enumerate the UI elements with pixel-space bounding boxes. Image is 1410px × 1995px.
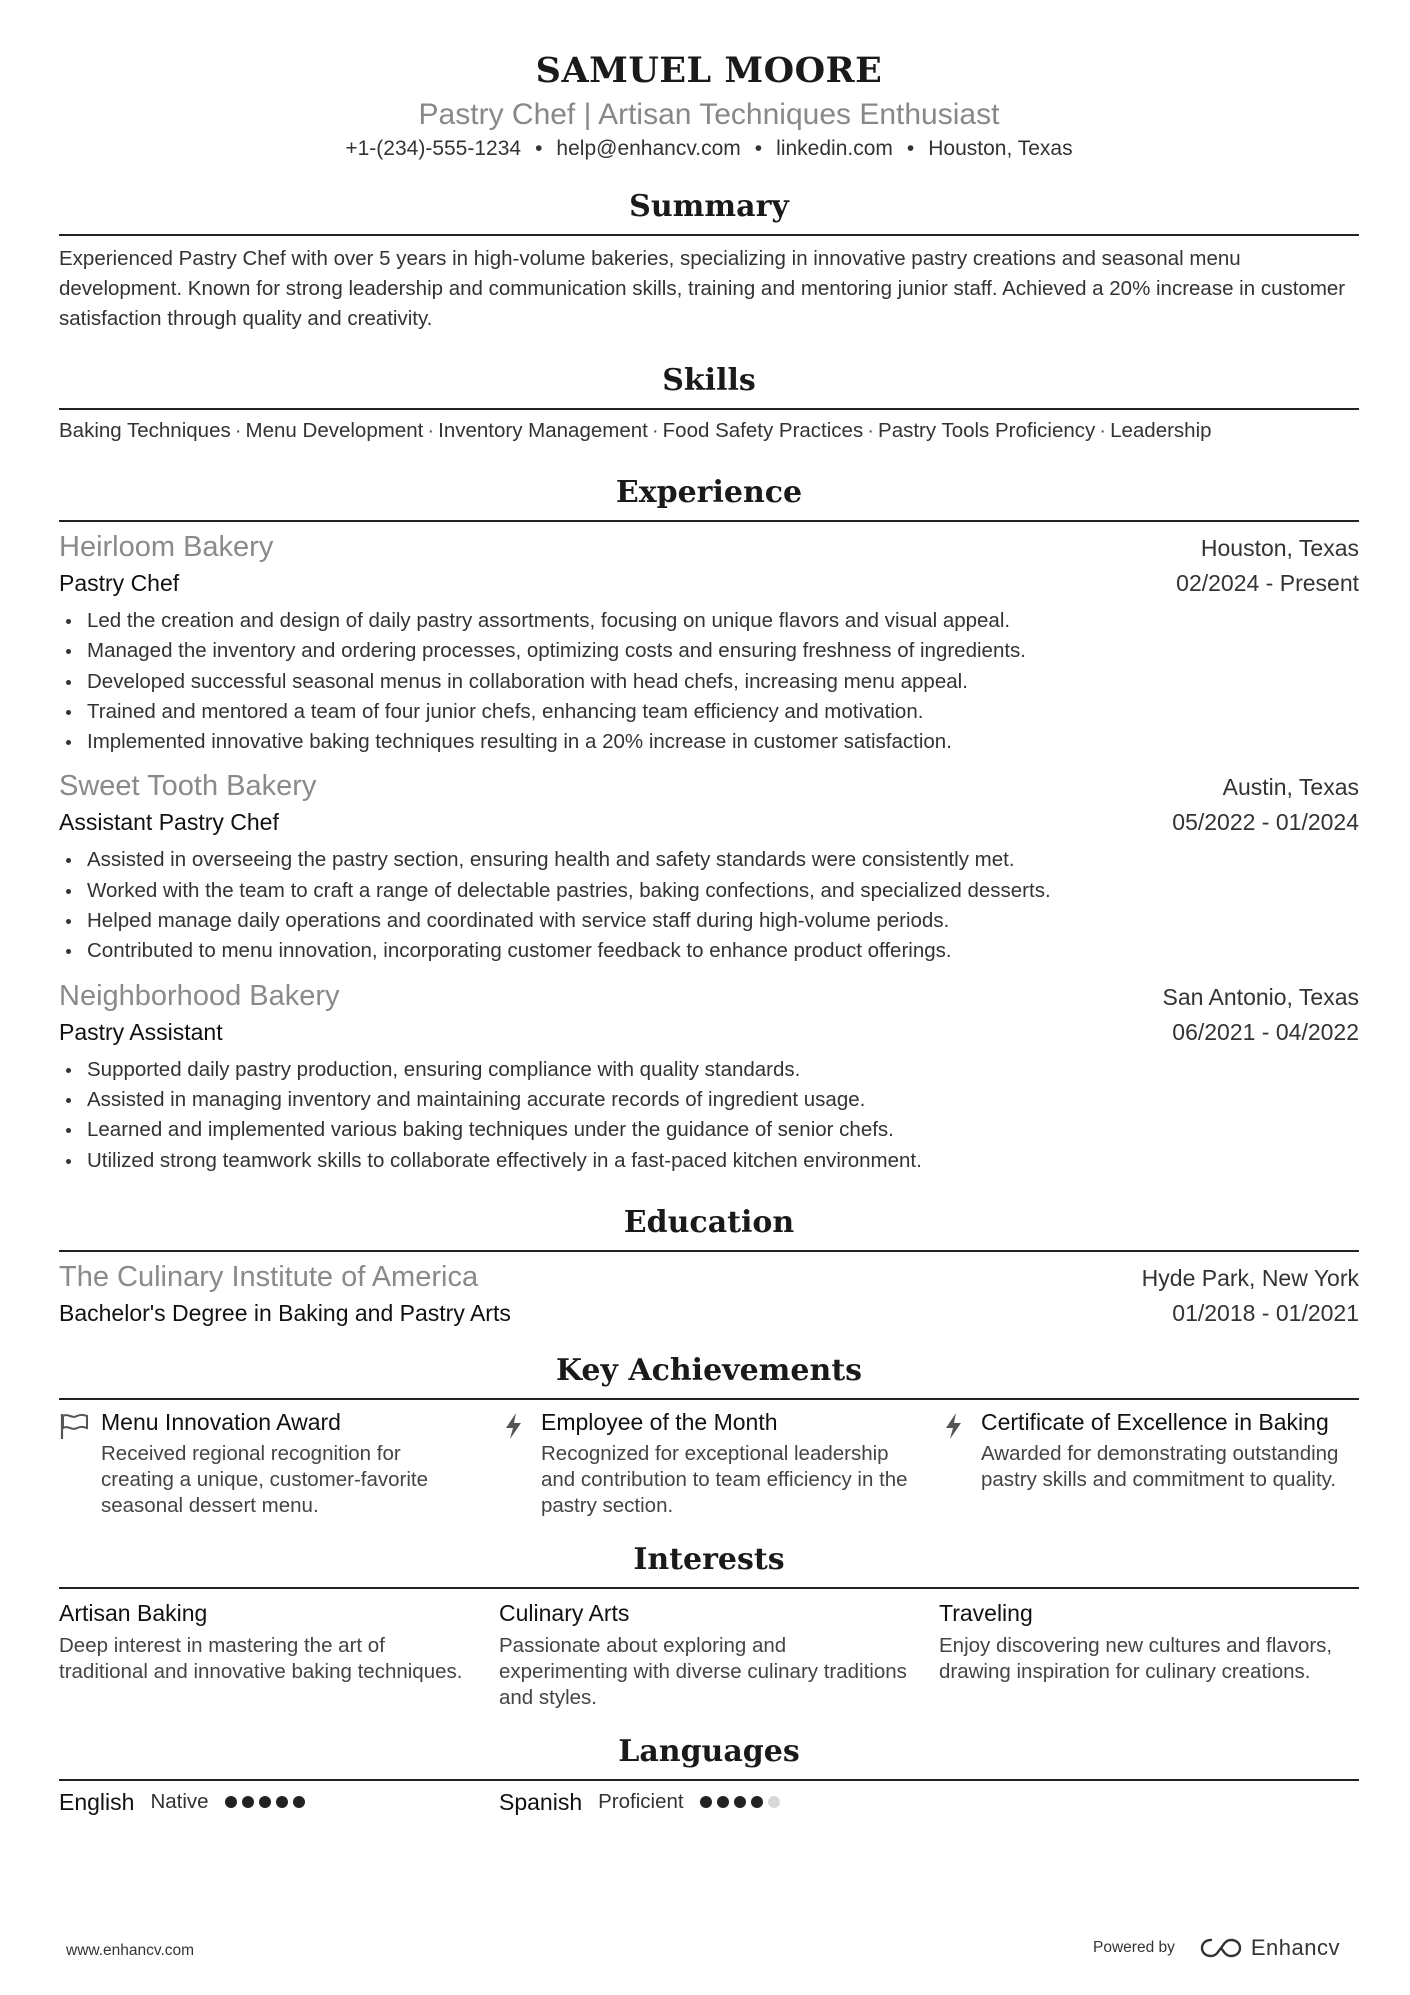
skill-item: Menu Development: [245, 419, 424, 442]
summary-section: [59, 188, 1359, 334]
job-bullet: Utilized strong teamwork skills to collaborate effectively in a fast-paced kitchen environment.: [59, 1146, 1359, 1176]
job-bullet: Learned and implemented various baking techniques under the guidance of senior chefs.: [59, 1115, 1359, 1145]
skill-separator: ·: [867, 419, 875, 442]
rating-dot-filled: [700, 1796, 712, 1808]
rating-dot-filled: [717, 1796, 729, 1808]
job-location: Austin, Texas: [1222, 774, 1359, 801]
section-divider: [59, 1250, 1359, 1252]
company-name: Heirloom Bakery: [59, 531, 274, 563]
skill-item: Food Safety Practices: [662, 419, 864, 442]
languages-heading: Languages: [618, 1733, 800, 1769]
language-level: Proficient: [598, 1790, 684, 1814]
job-location: San Antonio, Texas: [1162, 983, 1359, 1010]
job-bullet: Helped manage daily operations and coordinated with service staff during high-volume periods.: [59, 906, 1359, 936]
language-item: [59, 1789, 479, 1816]
candidate-title: Pastry Chef | Artisan Techniques Enthusiast: [418, 98, 1000, 131]
achievement-desc: Awarded for demonstrating outstanding pastry skills and commitment to quality.: [981, 1441, 1339, 1491]
job-bullet: Supported daily pastry production, ensuring compliance with quality standards.: [59, 1055, 1359, 1085]
job-list: [59, 528, 1359, 1176]
experience-heading: Experience: [615, 475, 803, 510]
header: [59, 48, 1359, 164]
achievement-item: [499, 1408, 919, 1519]
rating-dot-filled: [225, 1796, 237, 1808]
job-bullet: Developed successful seasonal menus in collaboration with head chefs, increasing menu appeal.: [59, 667, 1359, 697]
job-bullet: Assisted in managing inventory and maintaining accurate records of ingredient usage.: [59, 1085, 1359, 1115]
school-location: Hyde Park, New York: [1141, 1264, 1359, 1291]
skill-item: Inventory Management: [438, 419, 648, 442]
achievement-title: Menu Innovation Award: [101, 1408, 341, 1435]
job-bullet: Trained and mentored a team of four junior chefs, enhancing team efficiency and motivation.: [59, 697, 1359, 727]
job-bullet: Assisted in overseeing the pastry section, ensuring health and safety standards were consistently met.: [59, 845, 1359, 875]
school-name: The Culinary Institute of America: [59, 1260, 479, 1293]
interest-desc: Passionate about exploring and experimenting with diverse culinary traditions and styles.: [499, 1633, 907, 1709]
achievement-item: [59, 1408, 479, 1519]
contact-separator: •: [754, 137, 763, 160]
contact-separator: •: [906, 137, 915, 160]
job-role: Assistant Pastry Chef: [59, 809, 279, 836]
job-dates: 05/2022 - 01/2024: [1172, 809, 1359, 836]
interest-title: Culinary Arts: [499, 1599, 630, 1626]
job-role: Pastry Chef: [59, 570, 180, 596]
education-heading: Education: [623, 1204, 795, 1240]
rating-dot-empty: [768, 1796, 780, 1808]
job-bullet: Implemented innovative baking techniques resulting in a 20% increase in customer satisfaction.: [59, 727, 1359, 757]
job-bullet: Managed the inventory and ordering processes, optimizing costs and ensuring freshness of ingredients.: [59, 636, 1359, 666]
job-dates: 06/2021 - 04/2022: [1172, 1018, 1359, 1045]
section-divider: [59, 520, 1359, 522]
contact-line: [59, 134, 1359, 164]
rating-dot-filled: [734, 1796, 746, 1808]
interest-item: [59, 1597, 479, 1711]
interest-title: Traveling: [939, 1599, 1033, 1626]
rating-dot-filled: [242, 1796, 254, 1808]
job-bullet: Contributed to menu innovation, incorporating customer feedback to enhance product offerings.: [59, 936, 1359, 966]
skills-heading: Skills: [662, 363, 756, 398]
company-name: Sweet Tooth Bakery: [59, 770, 317, 803]
section-divider: [59, 1398, 1359, 1400]
language-rating-dots: [225, 1796, 305, 1808]
achievement-item: [939, 1408, 1359, 1519]
job-role: Pastry Assistant: [59, 1018, 223, 1045]
job-bullets: [59, 845, 1359, 966]
candidate-name: SAMUEL MOORE: [535, 50, 883, 91]
interest-item: [499, 1597, 919, 1711]
language-name: English: [59, 1788, 135, 1815]
interest-list: [59, 1597, 1359, 1711]
interest-item: [939, 1597, 1359, 1711]
achievement-title: Employee of the Month: [541, 1408, 778, 1435]
contact-email[interactable]: help@enhancv.com: [556, 137, 741, 160]
summary-text: Experienced Pastry Chef with over 5 years in high-volume bakeries, specializing in innovative pastry creations and seasonal menu development. Known for strong leadership and communication skills, training and mentoring junior staff. Achieved a 20% increase in customer satisfaction through quality and creativity.: [59, 247, 1346, 330]
degree: Bachelor's Degree in Baking and Pastry Arts: [59, 1299, 511, 1326]
interest-desc: Deep interest in mastering the art of traditional and innovative baking techniques.: [59, 1633, 463, 1683]
interests-section: [59, 1541, 1359, 1711]
section-divider: [59, 1779, 1359, 1781]
rating-dot-filled: [293, 1796, 305, 1808]
job-location: Houston, Texas: [1200, 535, 1359, 561]
interest-title: Artisan Baking: [59, 1599, 208, 1626]
footer-website[interactable]: www.enhancv.com: [66, 1942, 195, 1959]
skill-separator: ·: [1099, 419, 1107, 442]
job-dates: 02/2024 - Present: [1176, 570, 1359, 596]
experience-section: [59, 474, 1359, 1176]
brand-name: Enhancv: [1250, 1935, 1340, 1960]
language-item: [499, 1789, 919, 1816]
job-bullet: Led the creation and design of daily pastry assortments, focusing on unique flavors and visual appeal.: [59, 606, 1359, 636]
section-divider: [59, 234, 1359, 236]
job-entry: [59, 528, 1359, 757]
language-list: [59, 1789, 1359, 1816]
lightning-icon: [499, 1412, 529, 1440]
job-entry: [59, 977, 1359, 1176]
education-section: [59, 1204, 1359, 1330]
achievements-heading: Key Achievements: [555, 1352, 863, 1388]
interests-heading: Interests: [633, 1541, 785, 1577]
job-bullets: [59, 1055, 1359, 1176]
skill-item: Leadership: [1110, 419, 1212, 442]
job-bullet: Worked with the team to craft a range of delectable pastries, baking confections, and specialized desserts.: [59, 876, 1359, 906]
rating-dot-filled: [259, 1796, 271, 1808]
language-name: Spanish: [499, 1788, 583, 1815]
language-level: Native: [150, 1790, 209, 1814]
education-dates: 01/2018 - 01/2021: [1172, 1299, 1359, 1326]
contact-location: Houston, Texas: [928, 137, 1073, 160]
achievement-list: [59, 1408, 1359, 1519]
education-entry: [59, 1258, 1359, 1330]
skill-separator: ·: [427, 419, 435, 442]
section-divider: [59, 1587, 1359, 1589]
skills-section: [59, 362, 1359, 446]
contact-separator: •: [535, 137, 543, 160]
language-rating-dots: [700, 1796, 780, 1808]
summary-heading: Summary: [629, 189, 789, 224]
skill-item: Baking Techniques: [59, 419, 231, 442]
footer-branding: [1093, 1935, 1340, 1961]
skills-list: [59, 416, 1359, 446]
section-divider: [59, 408, 1359, 410]
enhancv-logo-icon: [1199, 1936, 1243, 1960]
interest-desc: Enjoy discovering new cultures and flavors, drawing inspiration for culinary creations.: [939, 1633, 1333, 1683]
rating-dot-filled: [751, 1796, 763, 1808]
job-bullets: [59, 606, 1359, 757]
achievement-desc: Received regional recognition for creating a unique, customer-favorite seasonal dessert menu.: [101, 1441, 429, 1517]
flag-icon: [59, 1412, 89, 1440]
resume-content: [59, 48, 1359, 1816]
job-entry: [59, 767, 1359, 966]
contact-linkedin[interactable]: linkedin.com: [776, 137, 893, 160]
rating-dot-filled: [276, 1796, 288, 1808]
achievements-section: [59, 1352, 1359, 1519]
languages-section: [59, 1733, 1359, 1816]
skill-separator: ·: [234, 419, 242, 442]
skill-item: Pastry Tools Proficiency: [878, 419, 1096, 442]
lightning-icon: [939, 1412, 969, 1440]
achievement-title: Certificate of Excellence in Baking: [981, 1408, 1329, 1435]
skill-separator: ·: [651, 419, 659, 442]
contact-phone: +1-(234)-555-1234: [345, 137, 522, 160]
company-name: Neighborhood Bakery: [59, 979, 340, 1012]
achievement-desc: Recognized for exceptional leadership and contribution to team efficiency in the pastry section.: [541, 1441, 908, 1517]
powered-by-label: Powered by: [1093, 1939, 1175, 1956]
